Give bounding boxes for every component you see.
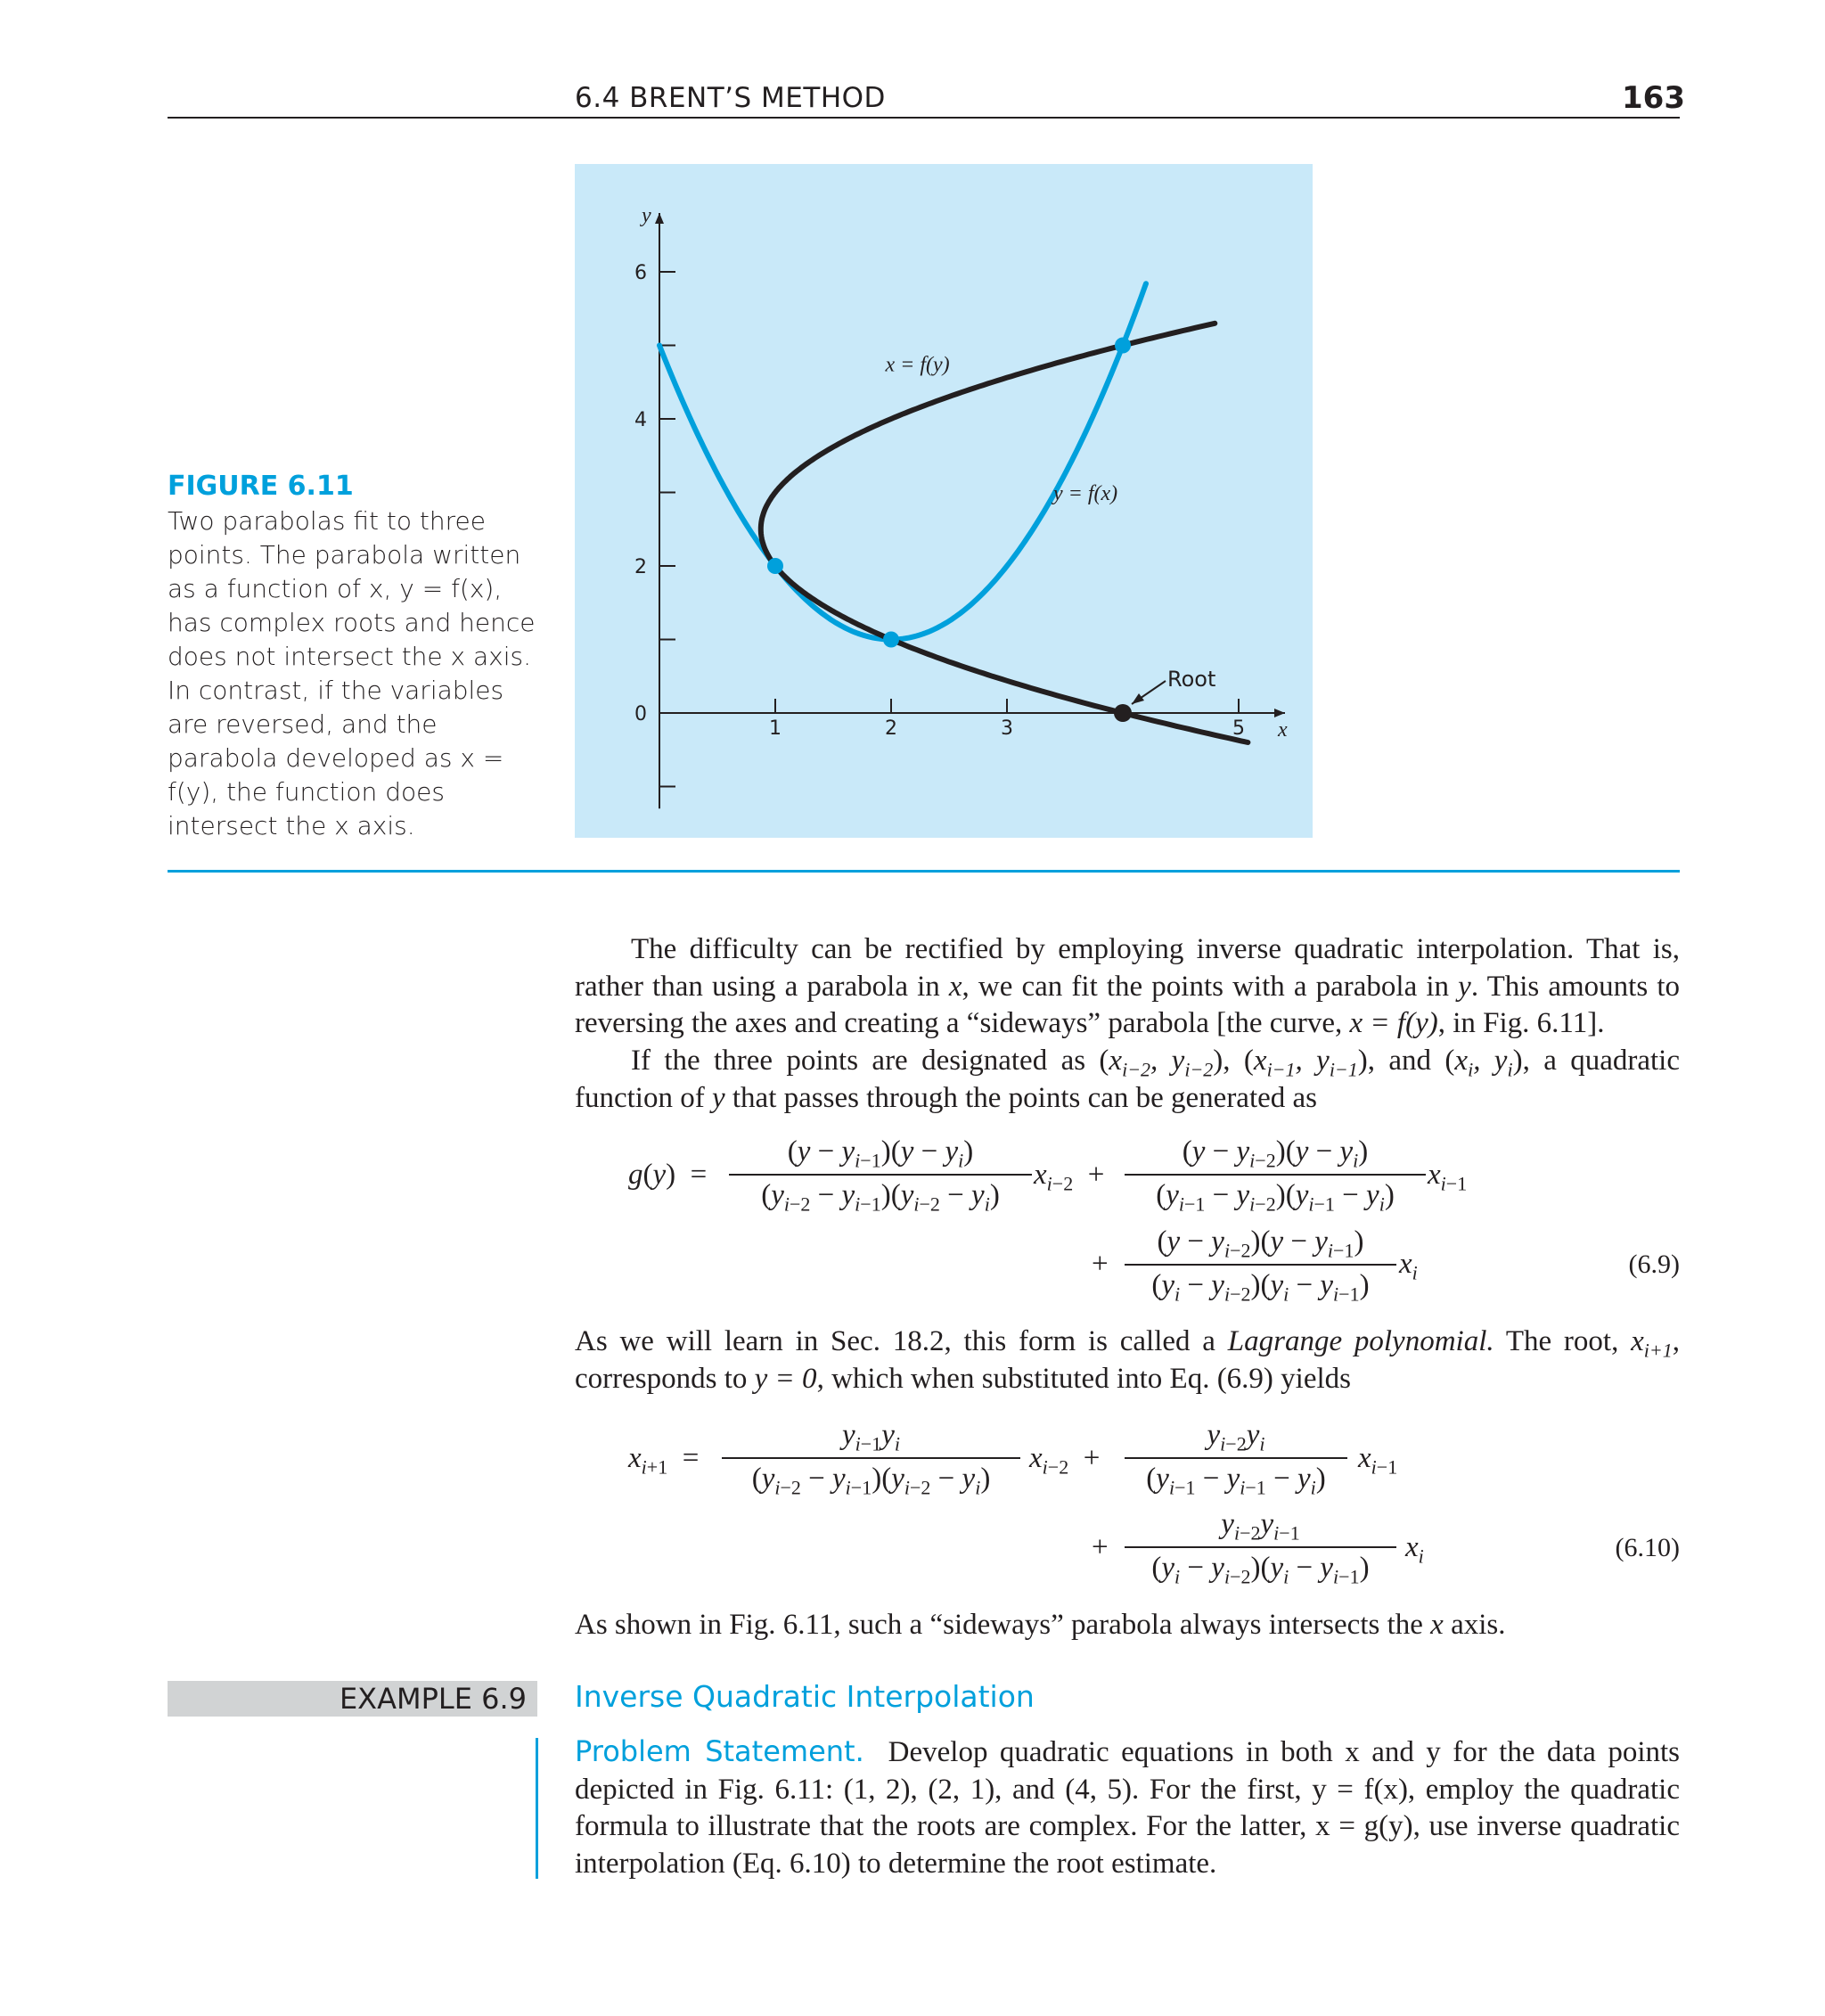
header-rule [168, 117, 1680, 119]
figure-label: FIGURE 6.11 [168, 471, 354, 502]
p1-y: y [1458, 970, 1471, 1003]
p3-text-b: The root, [1494, 1325, 1632, 1357]
axes [655, 213, 1285, 808]
p3-term: Lagrange polynomial. [1227, 1325, 1494, 1357]
labels [640, 204, 1288, 742]
p1-text-d: , in Fig. 6.11]. [1437, 1007, 1605, 1039]
data-point [767, 558, 783, 574]
data-point [1115, 338, 1131, 354]
page-number: 163 [1622, 80, 1685, 116]
root-label: Root [1167, 667, 1216, 692]
y-tick-label: 0 [634, 703, 647, 725]
x-tick-label: 1 [769, 717, 782, 740]
p4-x: x [1430, 1609, 1444, 1641]
p4-text-b: axis. [1443, 1609, 1506, 1641]
example-label: EXAMPLE 6.9 [339, 1682, 527, 1716]
p3-root: $x_{i+1}$ [1631, 1325, 1673, 1362]
problem-statement-label: Problem Statement. [575, 1734, 864, 1768]
p2-text-c: that passes through the points can be generated as [724, 1081, 1318, 1114]
root-arrow-head [1132, 693, 1144, 704]
p3-text-a: As we will learn in Sec. 18.2, this form is called a [575, 1325, 1228, 1357]
y-axis-label: y [642, 204, 651, 227]
p1-text-b: , we can fit the points with a parabola in [962, 970, 1459, 1003]
x-tick-label: 3 [1001, 717, 1013, 740]
p2-text-b: ), a quadratic function of [575, 1045, 1680, 1114]
y-tick-label: 4 [634, 409, 647, 431]
paragraph-4 [575, 1607, 1680, 1644]
x-tick-label: 5 [1232, 717, 1245, 740]
p1-text-c: . This amounts to reversing the axes and creating a “sideways” parabola [the curve, [575, 970, 1680, 1039]
ticks [634, 262, 1245, 787]
p3-text-d: , which when substituted into Eq. (6.9) yields [816, 1362, 1351, 1395]
x-axis-arrow [1274, 709, 1285, 717]
data-point [883, 632, 899, 648]
paragraph-3 [575, 1324, 1680, 1397]
p1-x: x [948, 970, 962, 1003]
figure-plot [575, 164, 1313, 838]
y-tick-label: 6 [634, 262, 647, 284]
p1-text-a: The difficulty can be rectified by employing inverse quadratic interpolation. That is, rather than using a parabola in [575, 933, 1680, 1003]
problem-statement-text: Develop quadratic equations in both x and y for the data points depicted in Fig. 6.11: (1, 2), (2, 1), and (4, 5). For the first, y = f(x), employ the quadratic formula to illustrate that the roots are complex. For the latter, x = g(y), use inverse quadratic interpolation (Eq. 6.10) to determine the root estimate. [575, 1736, 1680, 1880]
y-axis-arrow [655, 213, 664, 224]
p1-curve: x = f(y) [1349, 1007, 1438, 1039]
p2-points: $x_{i-2}$, $y_{i-2}$ [1109, 1045, 1214, 1081]
x-axis-label: x [1278, 718, 1288, 742]
equation-number-6-10: (6.10) [1615, 1533, 1680, 1562]
curve-label-y-of-x: y = f(x) [1053, 481, 1118, 505]
p2-y: y [711, 1081, 725, 1114]
figure-rule [168, 870, 1680, 873]
curve-label-x-of-y: x = f(y) [885, 353, 950, 377]
root-point [1114, 704, 1132, 722]
equation-number-6-9: (6.9) [1628, 1250, 1680, 1279]
curves [659, 283, 1248, 742]
problem-statement [575, 1733, 1680, 1882]
p4-text-a: As shown in Fig. 6.11, such a “sideways” parabola always intersects the [575, 1609, 1431, 1641]
paragraph-2: If the three points are designated as ($x_{i-2}$, $y_{i-2}$), ($x_{i-1}$, $y_{i-1}$), and ($x_i$, $y_i$), a quadratic function of y that passes through the points can be generated as [575, 1045, 1680, 1114]
y-tick-label: 2 [634, 556, 647, 578]
parabola-y-of-x [659, 283, 1146, 639]
x-tick-label: 2 [885, 717, 897, 740]
figure-panel [575, 164, 1313, 838]
example-side-bar [536, 1738, 538, 1879]
figure-caption: Two parabolas fit to three points. The parabola written as a function of x, y = f(x), has complex roots and hence does not intersect the x axis. In contrast, if the variables are reversed, and the parabola developed as x = f(y), the function does intersect the x axis. [168, 506, 536, 840]
paragraph-1 [575, 931, 1680, 1043]
p2-text-a: If the three points are designated as ( [631, 1045, 1109, 1077]
example-title: Inverse Quadratic Interpolation [575, 1679, 1035, 1714]
running-head: 6.4 BRENT’S METHOD [575, 82, 886, 114]
p3-text-c: , corresponds to [575, 1325, 1680, 1395]
p3-eq: y = 0 [754, 1362, 817, 1395]
